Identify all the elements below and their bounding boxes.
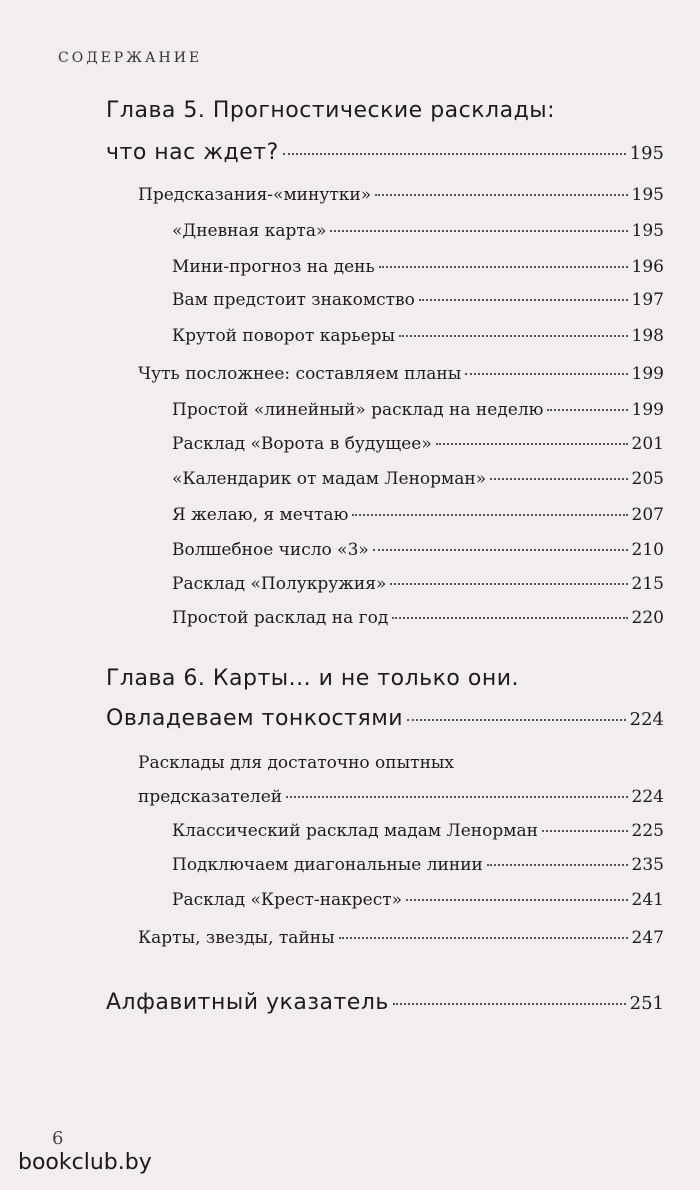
toc-entry[interactable]	[172, 400, 664, 420]
toc-entry[interactable]	[138, 787, 664, 807]
toc-entry[interactable]	[172, 290, 664, 310]
chapter-5-title-line2[interactable]	[106, 140, 664, 165]
dot-leader	[373, 549, 628, 551]
chapter-6-page: 224	[629, 709, 664, 730]
entry-title: Предсказания-«минутки»	[138, 185, 372, 205]
chapter-6-title-line2[interactable]	[106, 706, 664, 731]
index-title: Алфавитный указатель	[106, 990, 389, 1015]
toc-entry[interactable]	[172, 221, 664, 241]
entry-page: 198	[631, 326, 664, 346]
entry-page: 224	[631, 787, 664, 807]
entry-title: Чуть посложнее: составляем планы	[138, 364, 462, 384]
watermark: bookclub.by	[18, 1150, 152, 1175]
dot-leader	[547, 409, 627, 411]
dot-leader	[487, 864, 628, 866]
entry-page: 196	[631, 257, 664, 277]
entry-title: предсказателей	[138, 787, 283, 807]
entry-page: 225	[631, 821, 664, 841]
dot-leader	[419, 299, 628, 301]
chapter-5-page: 195	[629, 143, 664, 164]
toc-entry[interactable]	[172, 608, 664, 628]
toc-entry[interactable]	[172, 434, 664, 454]
dot-leader	[375, 194, 627, 196]
entry-title: Простой «линейный» расклад на неделю	[172, 400, 544, 420]
toc-entry[interactable]	[172, 540, 664, 560]
dot-leader	[465, 373, 627, 375]
running-head: СОДЕРЖАНИЕ	[58, 50, 203, 66]
entry-page: 205	[631, 469, 664, 489]
dot-leader	[436, 443, 628, 445]
entry-title: Расклад «Ворота в будущее»	[172, 434, 432, 454]
dot-leader	[393, 1003, 626, 1005]
entry-title: Подключаем диагональные линии	[172, 855, 483, 875]
entry-title: «Дневная карта»	[172, 221, 327, 241]
toc-entry[interactable]	[172, 821, 664, 841]
folio: 6	[52, 1128, 64, 1149]
dot-leader	[286, 796, 627, 798]
entry-title: Мини-прогноз на день	[172, 257, 375, 277]
entry-page: 201	[631, 434, 664, 454]
entry-title: Простой расклад на год	[172, 608, 389, 628]
entry-title: Классический расклад мадам Ленорман	[172, 821, 538, 841]
toc-entry[interactable]	[172, 326, 664, 346]
toc-entry[interactable]	[172, 855, 664, 875]
toc-entry[interactable]	[172, 469, 664, 489]
entry-title: Вам предстоит знакомство	[172, 290, 415, 310]
toc-entry[interactable]	[172, 505, 664, 525]
dot-leader	[399, 335, 627, 337]
dot-leader	[390, 583, 627, 585]
entry-page: 215	[631, 574, 664, 594]
dot-leader	[379, 266, 628, 268]
dot-leader	[283, 153, 626, 155]
entry-page: 195	[631, 185, 664, 205]
entry-page: 210	[631, 540, 664, 560]
entry-title: «Календарик от мадам Ленорман»	[172, 469, 487, 489]
entry-page: 235	[631, 855, 664, 875]
dot-leader	[339, 937, 628, 939]
dot-leader	[330, 230, 627, 232]
index-page: 251	[629, 993, 664, 1014]
entry-page: 199	[631, 400, 664, 420]
index-entry[interactable]	[106, 990, 664, 1015]
entry-page: 195	[631, 221, 664, 241]
entry-title: Расклад «Крест-накрест»	[172, 890, 403, 910]
dot-leader	[490, 478, 627, 480]
entry-title: Расклад «Полукружия»	[172, 574, 387, 594]
toc-entry[interactable]	[172, 257, 664, 277]
entry-page: 220	[631, 608, 664, 628]
entry-page: 199	[631, 364, 664, 384]
section-title-line1: Расклады для достаточно опытных	[138, 753, 455, 773]
entry-page: 197	[631, 290, 664, 310]
toc-entry[interactable]	[138, 185, 664, 205]
toc-entry[interactable]	[138, 364, 664, 384]
dot-leader	[352, 514, 627, 516]
entry-page: 241	[631, 890, 664, 910]
chapter-6-title-text: Овладеваем тонкостями	[106, 706, 404, 731]
dot-leader	[407, 719, 626, 721]
dot-leader	[392, 617, 627, 619]
chapter-5-title-text: что нас ждет?	[106, 140, 279, 165]
entry-title: Волшебное число «3»	[172, 540, 369, 560]
entry-title: Карты, звезды, тайны	[138, 928, 335, 948]
chapter-6-title-line1: Глава 6. Карты... и не только они.	[106, 666, 519, 691]
chapter-5-title-line1: Глава 5. Прогностические расклады:	[106, 98, 556, 123]
entry-page: 207	[631, 505, 664, 525]
toc-entry[interactable]	[172, 574, 664, 594]
toc-entry[interactable]	[138, 928, 664, 948]
dot-leader	[406, 899, 627, 901]
entry-title: Крутой поворот карьеры	[172, 326, 396, 346]
dot-leader	[542, 830, 628, 832]
entry-page: 247	[631, 928, 664, 948]
entry-title: Я желаю, я мечтаю	[172, 505, 349, 525]
toc-entry[interactable]	[172, 890, 664, 910]
